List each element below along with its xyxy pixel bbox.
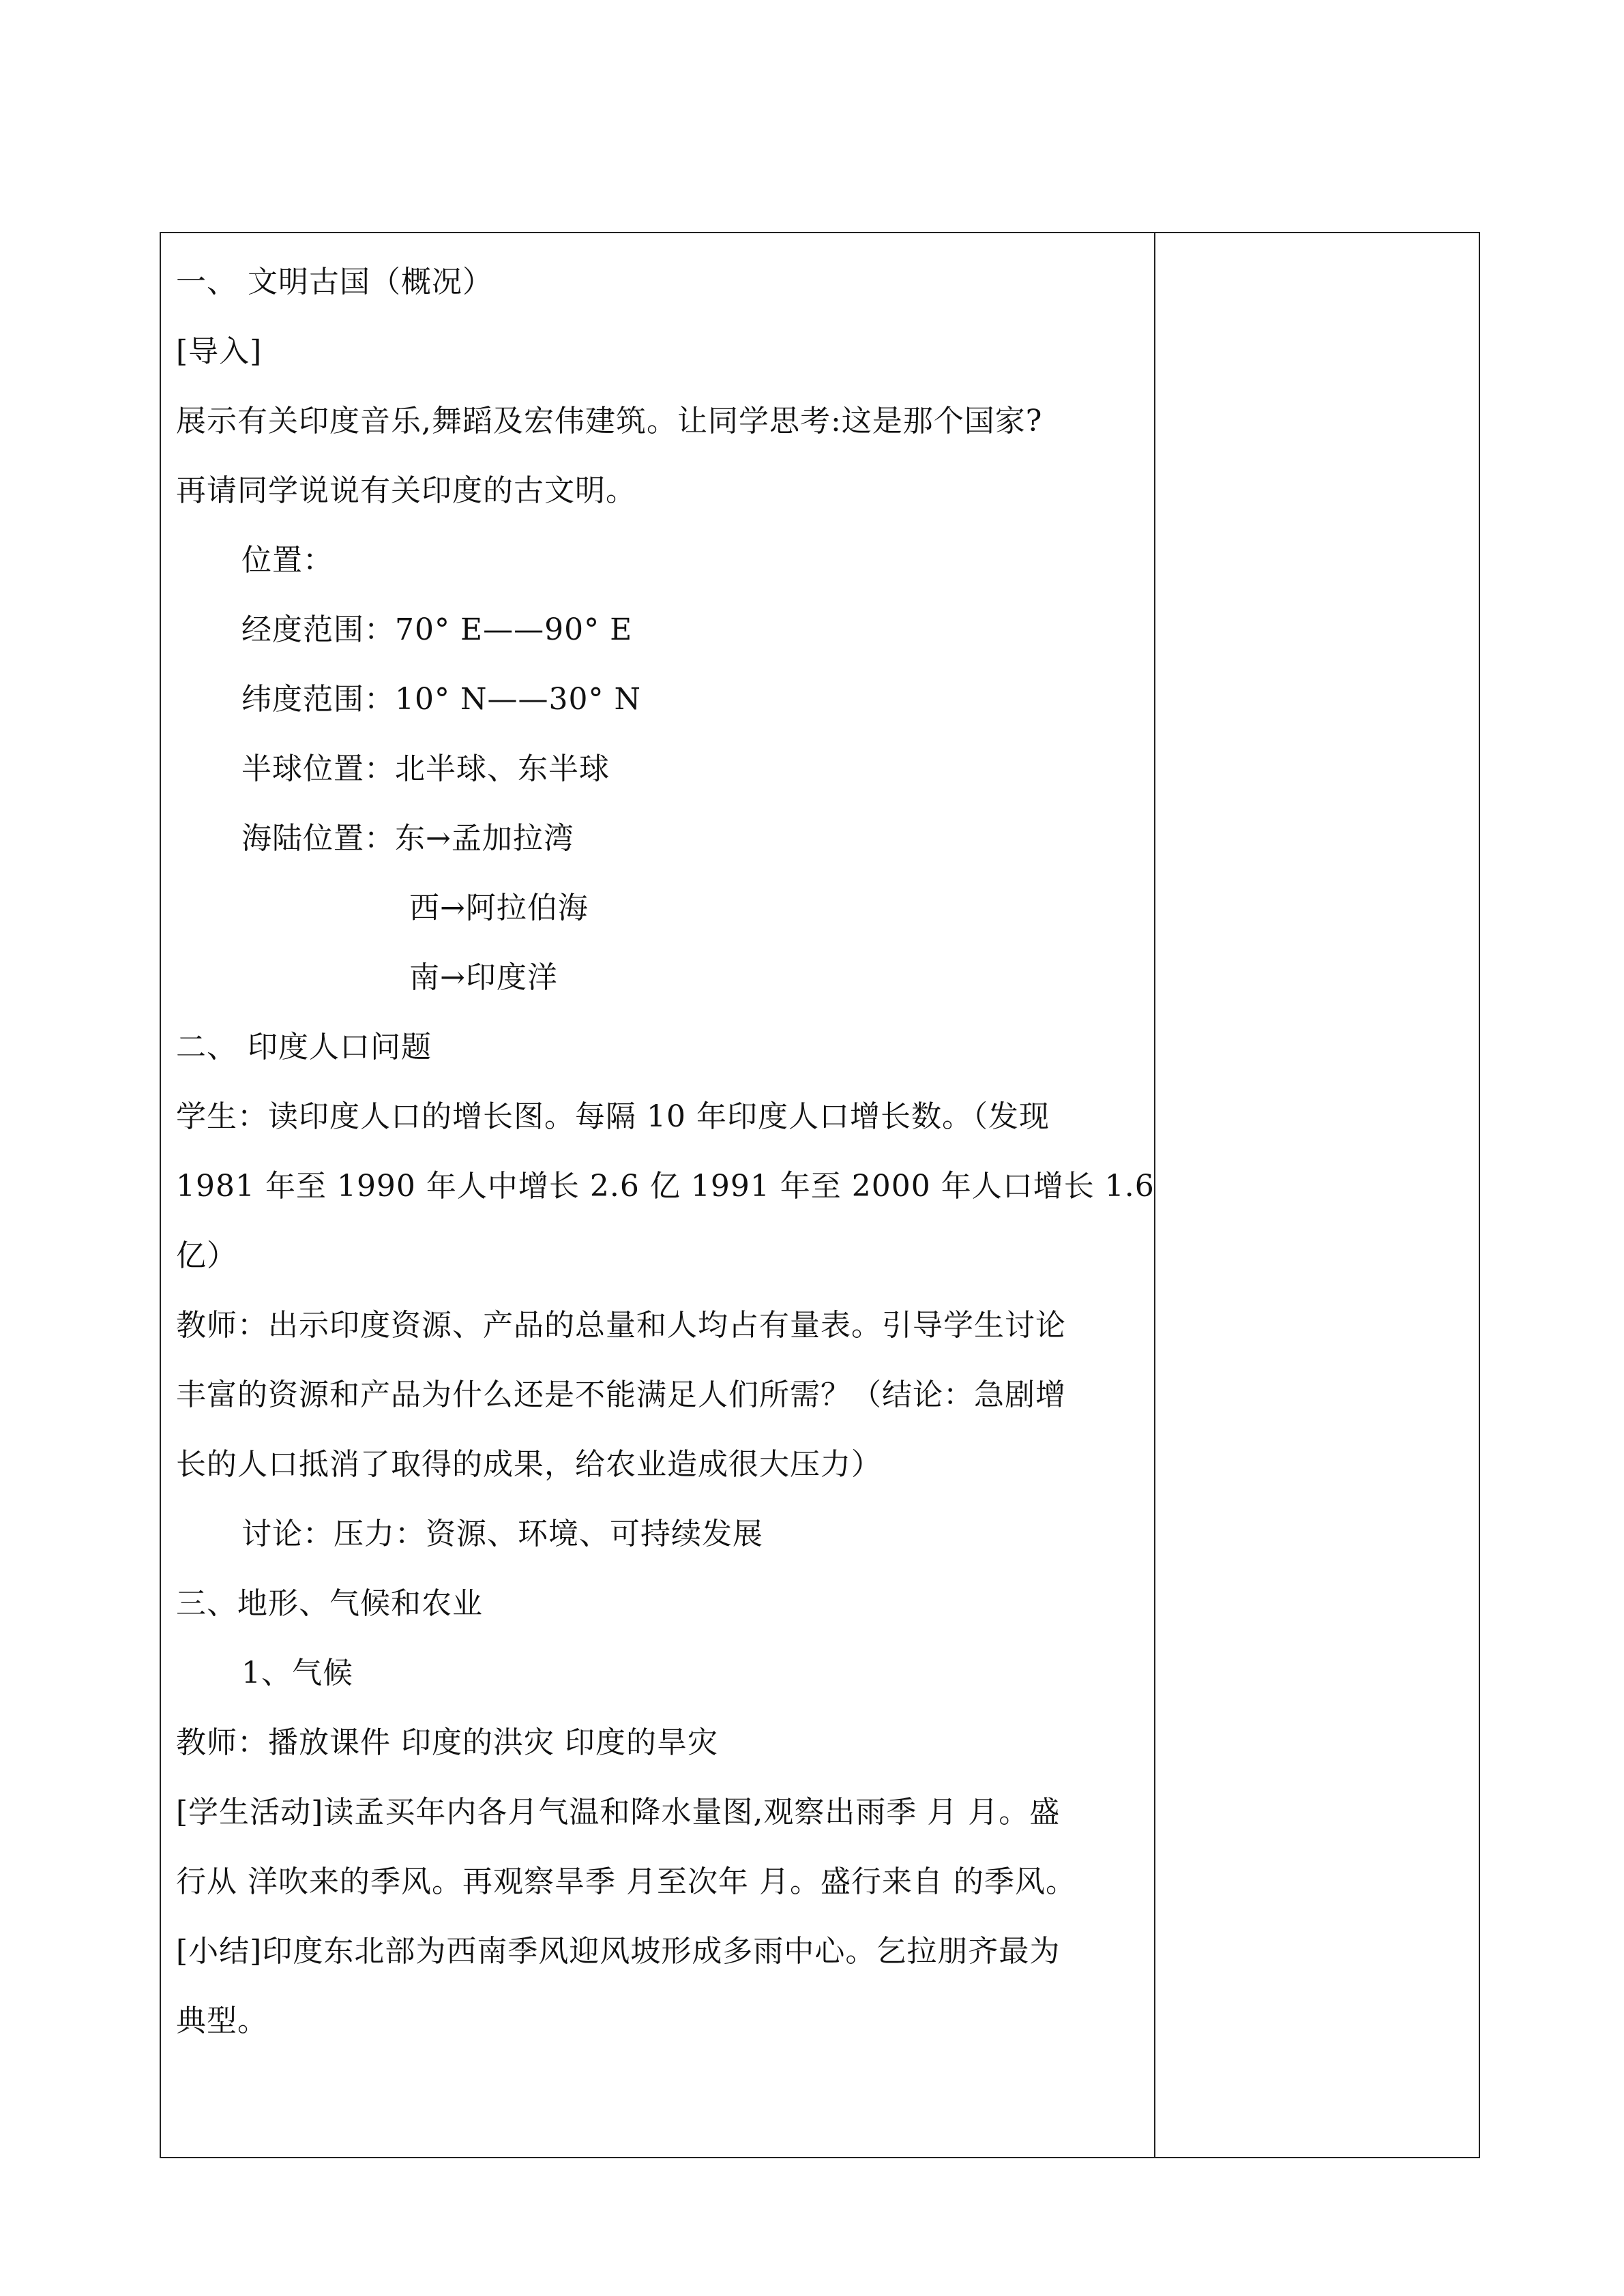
sea-land-location-east: 海陆位置：东→孟加拉湾 — [241, 821, 574, 856]
hemisphere-location: 半球位置：北半球、东半球 — [241, 751, 610, 786]
section-heading-civilization: 一、 文明古国（概况） — [176, 265, 493, 299]
summary-line-1: [小结]印度东北部为西南季风迎风坡形成多雨中心。乞拉朋齐最为 — [176, 1934, 1061, 1969]
student-population-line-1: 学生：读印度人口的增长图。每隔 10 年印度人口增长数。（发现 — [176, 1099, 1050, 1134]
latitude-range: 纬度范围：10° N——30° N — [241, 682, 641, 717]
intro-text-line-2: 再请同学说说有关印度的古文明。 — [176, 473, 636, 508]
student-population-line-2: 1981 年至 1990 年人中增长 2.6 亿 1991 年至 2000 年人口增长 1.6 — [176, 1169, 1155, 1204]
teacher-resources-line-2: 丰富的资源和产品为什么还是不能满足人们所需？（结论：急剧增 — [176, 1377, 1066, 1412]
student-population-line-3: 亿） — [176, 1238, 237, 1273]
sea-land-location-south: 南→印度洋 — [409, 960, 558, 995]
intro-label: [导入] — [176, 334, 263, 369]
teacher-resources-line-3: 长的人口抵消了取得的成果，给农业造成很大压力） — [176, 1447, 882, 1482]
student-activity-line-2: 行从 洋吹来的季风。再观察旱季 月至次年 月。盛行来自 的季风。 — [176, 1864, 1076, 1899]
student-activity-line-1: [学生活动]读孟买年内各月气温和降水量图,观察出雨季 月 月。盛 — [176, 1795, 1061, 1830]
teacher-resources-line-1: 教师：出示印度资源、产品的总量和人均占有量表。引导学生讨论 — [176, 1308, 1066, 1343]
section-heading-terrain-climate: 三、地形、气候和农业 — [176, 1586, 483, 1621]
longitude-range: 经度范围：70° E——90° E — [241, 612, 633, 647]
teacher-courseware: 教师：播放课件 印度的洪灾 印度的旱灾 — [176, 1725, 718, 1760]
discussion-pressure: 讨论：压力：资源、环境、可持续发展 — [241, 1517, 763, 1551]
climate-subheading: 1、气候 — [241, 1656, 353, 1690]
location-label: 位置： — [241, 543, 334, 578]
summary-line-2: 典型。 — [176, 2003, 268, 2038]
notes-column — [1155, 233, 1479, 2157]
intro-text-line-1: 展示有关印度音乐,舞蹈及宏伟建筑。让同学思考:这是那个国家? — [176, 404, 1043, 438]
section-heading-population: 二、 印度人口问题 — [176, 1030, 432, 1064]
sea-land-location-west: 西→阿拉伯海 — [409, 891, 589, 925]
